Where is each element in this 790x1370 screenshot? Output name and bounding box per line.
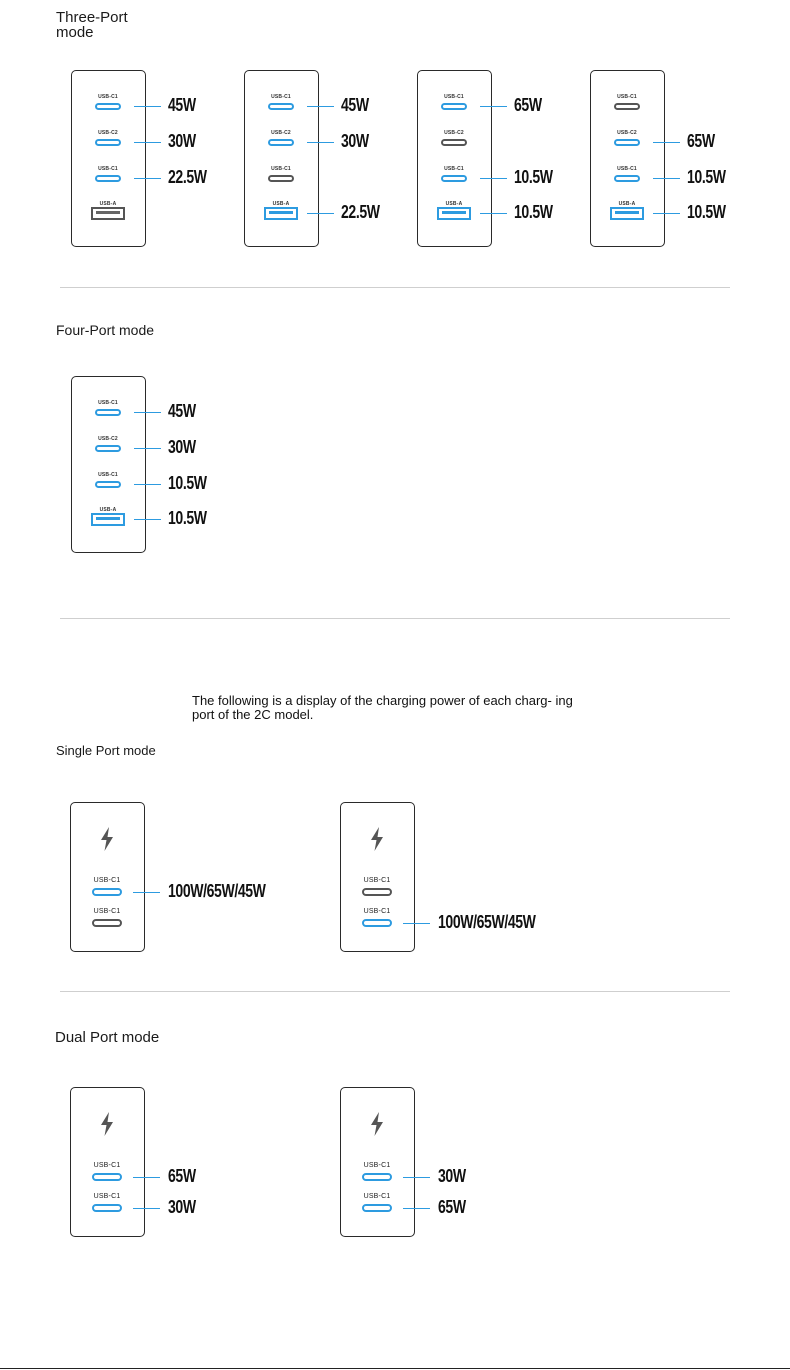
usb-c-port <box>614 175 640 182</box>
usb-c-port <box>441 139 467 146</box>
port-label: USB-C1 <box>617 94 637 100</box>
usb-c-port <box>614 139 640 146</box>
usb-a-port-contact <box>269 211 293 214</box>
leader-line <box>480 213 507 214</box>
port-label: USB-A <box>272 201 290 207</box>
usb-c-port <box>362 888 392 896</box>
port-label: USB-A <box>99 201 117 207</box>
leader-line <box>134 484 161 485</box>
port-label: USB-C1 <box>444 166 464 172</box>
usb-c-port <box>92 1204 122 1212</box>
usb-c-port <box>92 1173 122 1181</box>
port-label: USB-C1 <box>93 1162 121 1169</box>
port-label: USB-C2 <box>444 130 464 136</box>
leader-line <box>653 142 680 143</box>
usb-c-port <box>362 1204 392 1212</box>
usb-c-port <box>362 1173 392 1181</box>
port-label: USB-C2 <box>617 130 637 136</box>
leader-line <box>133 1208 160 1209</box>
wattage-label: 45W <box>168 95 196 115</box>
wattage-label: 30W <box>168 131 196 151</box>
wattage-label: 10.5W <box>168 508 207 528</box>
wattage-label: 100W/65W/45W <box>438 912 536 932</box>
usb-c-port <box>95 445 121 452</box>
lightning-icon <box>370 827 384 851</box>
usb-c-port <box>95 409 121 416</box>
usb-a-port <box>91 207 125 220</box>
wattage-label: 30W <box>341 131 369 151</box>
leader-line <box>403 1208 430 1209</box>
wattage-label: 10.5W <box>687 167 726 187</box>
leader-line <box>403 923 430 924</box>
leader-line <box>307 106 334 107</box>
wattage-label: 10.5W <box>687 202 726 222</box>
bottom-border <box>0 1368 790 1369</box>
usb-a-port-contact <box>96 517 120 520</box>
three-port-title: Three-Port mode <box>56 9 128 41</box>
port-label: USB-A <box>445 201 463 207</box>
leader-line <box>480 178 507 179</box>
usb-c-port <box>92 919 122 927</box>
divider <box>60 991 730 992</box>
usb-a-port-contact <box>615 211 639 214</box>
wattage-label: 45W <box>168 401 196 421</box>
port-label: USB-A <box>99 507 117 513</box>
usb-a-port <box>264 207 298 220</box>
wattage-label: 30W <box>168 1197 196 1217</box>
wattage-label: 22.5W <box>168 167 207 187</box>
usb-c-port <box>92 888 122 896</box>
single-port-title: Single Port mode <box>56 743 156 758</box>
leader-line <box>134 448 161 449</box>
wattage-label: 22.5W <box>341 202 380 222</box>
lightning-icon <box>370 1112 384 1136</box>
wattage-label: 65W <box>514 95 542 115</box>
leader-line <box>403 1177 430 1178</box>
wattage-label: 45W <box>341 95 369 115</box>
usb-a-port <box>437 207 471 220</box>
usb-c-port <box>95 139 121 146</box>
usb-a-port-contact <box>96 211 120 214</box>
leader-line <box>653 213 680 214</box>
port-label: USB-C1 <box>98 400 118 406</box>
port-label: USB-C1 <box>93 1193 121 1200</box>
wattage-label: 65W <box>168 1166 196 1186</box>
port-label: USB-C1 <box>93 908 121 915</box>
usb-a-port <box>91 513 125 526</box>
leader-line <box>133 1177 160 1178</box>
usb-c-port <box>268 103 294 110</box>
usb-c-port <box>441 103 467 110</box>
leader-line <box>134 519 161 520</box>
port-label: USB-C1 <box>617 166 637 172</box>
wattage-label: 30W <box>438 1166 466 1186</box>
usb-a-port <box>610 207 644 220</box>
port-label: USB-C1 <box>444 94 464 100</box>
port-label: USB-C2 <box>98 130 118 136</box>
four-port-title: Four-Port mode <box>56 322 155 338</box>
usb-c-port <box>268 175 294 182</box>
port-label: USB-C1 <box>363 908 391 915</box>
usb-c-port <box>95 175 121 182</box>
usb-c-port <box>95 103 121 110</box>
port-label: USB-C1 <box>93 877 121 884</box>
leader-line <box>307 213 334 214</box>
port-label: USB-C1 <box>98 166 118 172</box>
port-label: USB-C1 <box>98 472 118 478</box>
leader-line <box>133 892 160 893</box>
dual-port-title: Dual Port mode <box>55 1029 160 1046</box>
leader-line <box>134 106 161 107</box>
port-label: USB-C1 <box>363 877 391 884</box>
leader-line <box>480 106 507 107</box>
divider <box>60 618 730 619</box>
model-note: The following is a display of the charging power of each charg- ing port of the 2C model. <box>192 693 573 722</box>
wattage-label: 10.5W <box>514 167 553 187</box>
port-label: USB-C1 <box>98 94 118 100</box>
leader-line <box>134 412 161 413</box>
lightning-icon <box>100 827 114 851</box>
leader-line <box>307 142 334 143</box>
leader-line <box>134 178 161 179</box>
port-label: USB-C1 <box>363 1162 391 1169</box>
port-label: USB-C1 <box>363 1193 391 1200</box>
wattage-label: 10.5W <box>514 202 553 222</box>
divider <box>60 287 730 288</box>
usb-c-port <box>441 175 467 182</box>
wattage-label: 10.5W <box>168 473 207 493</box>
wattage-label: 65W <box>438 1197 466 1217</box>
leader-line <box>653 178 680 179</box>
usb-c-port <box>268 139 294 146</box>
wattage-label: 30W <box>168 437 196 457</box>
port-label: USB-C1 <box>271 94 291 100</box>
usb-a-port-contact <box>442 211 466 214</box>
port-label: USB-C1 <box>271 166 291 172</box>
leader-line <box>134 142 161 143</box>
port-label: USB-A <box>618 201 636 207</box>
usb-c-port <box>95 481 121 488</box>
lightning-icon <box>100 1112 114 1136</box>
wattage-label: 100W/65W/45W <box>168 881 266 901</box>
usb-c-port <box>362 919 392 927</box>
port-label: USB-C2 <box>271 130 291 136</box>
wattage-label: 65W <box>687 131 715 151</box>
port-label: USB-C2 <box>98 436 118 442</box>
usb-c-port <box>614 103 640 110</box>
